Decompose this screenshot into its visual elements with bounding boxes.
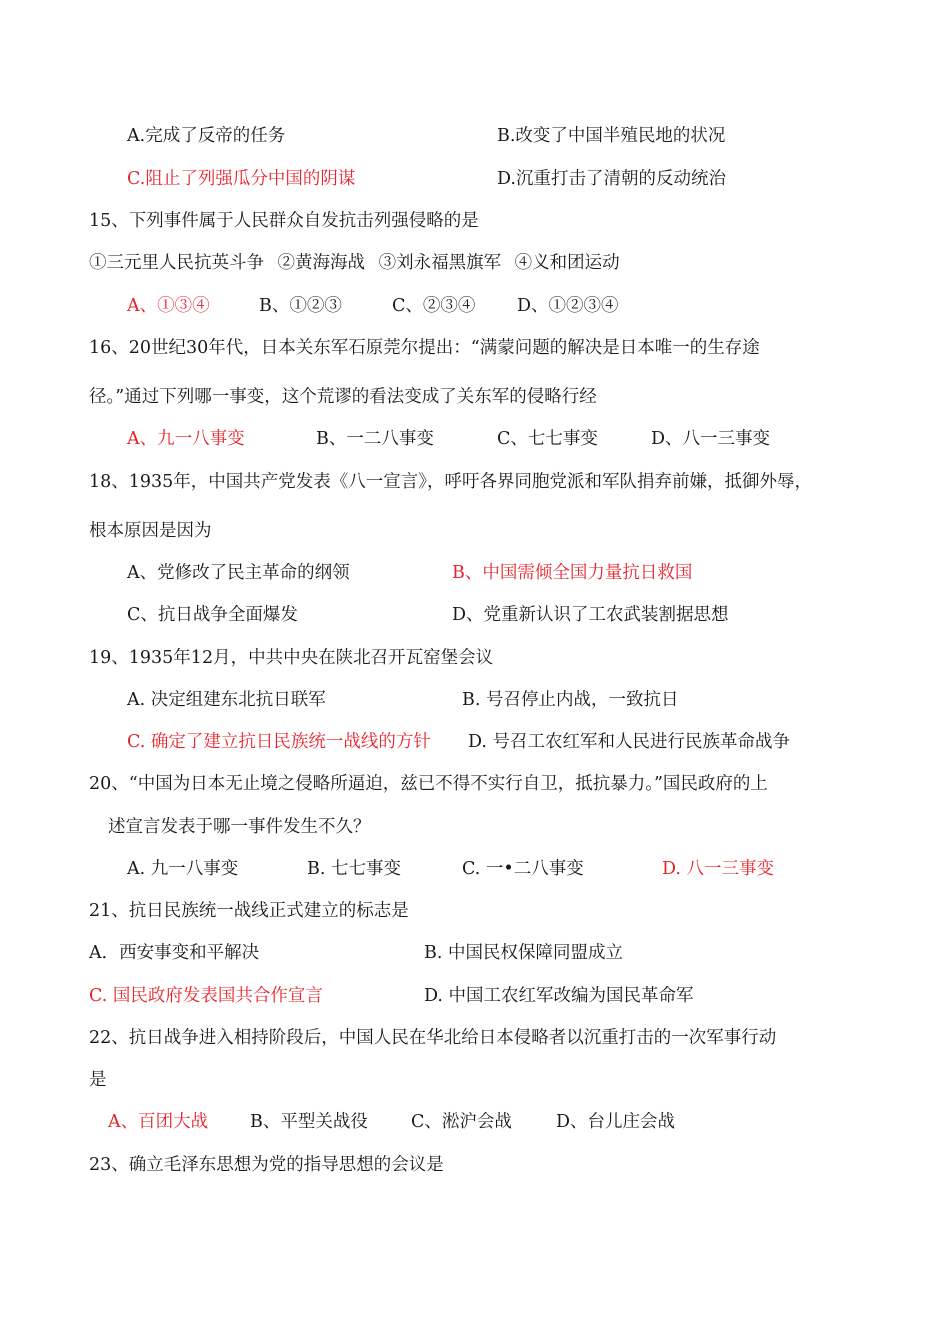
q20-option-c: C. 一•二八事变: [462, 859, 584, 879]
q16-stem-2: 径。”通过下列哪一事变，这个荒谬的看法变成了关东军的侵略行经: [89, 387, 597, 407]
q19-option-a: A. 决定组建东北抗日联军: [127, 690, 326, 710]
q20-option-d-answer: D. 八一三事变: [662, 859, 775, 879]
q15-option-b: B、①②③: [259, 296, 342, 316]
q18-stem-1: 18、1935年，中国共产党发表《八一宣言》，呼吁各界同胞党派和军队捐弃前嫌，抵御外辱，: [89, 472, 813, 492]
q21-option-d: D. 中国工农红军改编为国民革命军: [424, 986, 694, 1006]
q18-option-c: C、抗日战争全面爆发: [127, 605, 298, 625]
q18-option-d: D、党重新认识了工农武装割据思想: [452, 605, 729, 625]
q21-option-c-answer: C. 国民政府发表国共合作宣言: [89, 986, 323, 1006]
q15-option-c: C、②③④: [392, 296, 476, 316]
q15-option-a-answer: A、①③④: [127, 296, 210, 316]
q20-option-a: A. 九一八事变: [127, 859, 239, 879]
q23-stem: 23、确立毛泽东思想为党的指导思想的会议是: [89, 1155, 444, 1175]
q21-option-a: A．西安事变和平解决: [89, 943, 260, 963]
q14-option-d: D.沉重打击了清朝的反动统治: [497, 169, 726, 189]
q19-option-d: D. 号召工农红军和人民进行民族革命战争: [468, 732, 791, 752]
q16-stem-1: 16、20世纪30年代，日本关东军石原莞尔提出：“满蒙问题的解决是日本唯一的生存途: [89, 338, 760, 358]
q15-stem: 15、下列事件属于人民群众自发抗击列强侵略的是: [89, 211, 479, 231]
q18-option-b-answer: B、中国需倾全国力量抗日救国: [452, 563, 693, 583]
q16-option-a-answer: A、九一八事变: [127, 429, 245, 449]
q16-option-c: C、七七事变: [497, 429, 598, 449]
q14-option-b: B.改变了中国半殖民地的状况: [497, 126, 726, 146]
q22-option-b: B、平型关战役: [250, 1112, 368, 1132]
q20-option-b: B. 七七事变: [307, 859, 401, 879]
q15-option-d: D、①②③④: [517, 296, 619, 316]
q21-stem: 21、抗日民族统一战线正式建立的标志是: [89, 901, 409, 921]
q19-stem: 19、1935年12月，中共中央在陕北召开瓦窑堡会议: [89, 648, 494, 668]
q18-stem-2: 根本原因是因为: [89, 521, 212, 541]
q22-option-d: D、台儿庄会战: [556, 1112, 676, 1132]
q22-option-a-answer: A、百团大战: [108, 1112, 209, 1132]
q19-option-b: B. 号召停止内战，一致抗日: [462, 690, 679, 710]
q22-stem-1: 22、抗日战争进入相持阶段后，中国人民在华北给日本侵略者以沉重打击的一次军事行动: [89, 1028, 777, 1048]
q22-option-c: C、淞沪会战: [411, 1112, 512, 1132]
q16-option-b: B、一二八事变: [316, 429, 434, 449]
q21-option-b: B. 中国民权保障同盟成立: [424, 943, 623, 963]
q18-option-a: A、党修改了民主革命的纲领: [127, 563, 350, 583]
q14-option-a: A.完成了反帝的任务: [127, 126, 286, 146]
q20-stem-2: 述宣言发表于哪一事件发生不久？: [108, 817, 371, 837]
q20-stem-1: 20、“中国为日本无止境之侵略所逼迫，兹已不得不实行自卫，抵抗暴力。”国民政府的上: [89, 774, 768, 794]
q14-option-c-answer: C.阻止了列强瓜分中国的阴谋: [127, 169, 356, 189]
q16-option-d: D、八一三事变: [651, 429, 771, 449]
q15-items: ①三元里人民抗英斗争 ②黄海海战 ③刘永福黑旗军 ④义和团运动: [89, 253, 620, 273]
q22-stem-2: 是: [89, 1070, 107, 1090]
q19-option-c-answer: C. 确定了建立抗日民族统一战线的方针: [127, 732, 431, 752]
